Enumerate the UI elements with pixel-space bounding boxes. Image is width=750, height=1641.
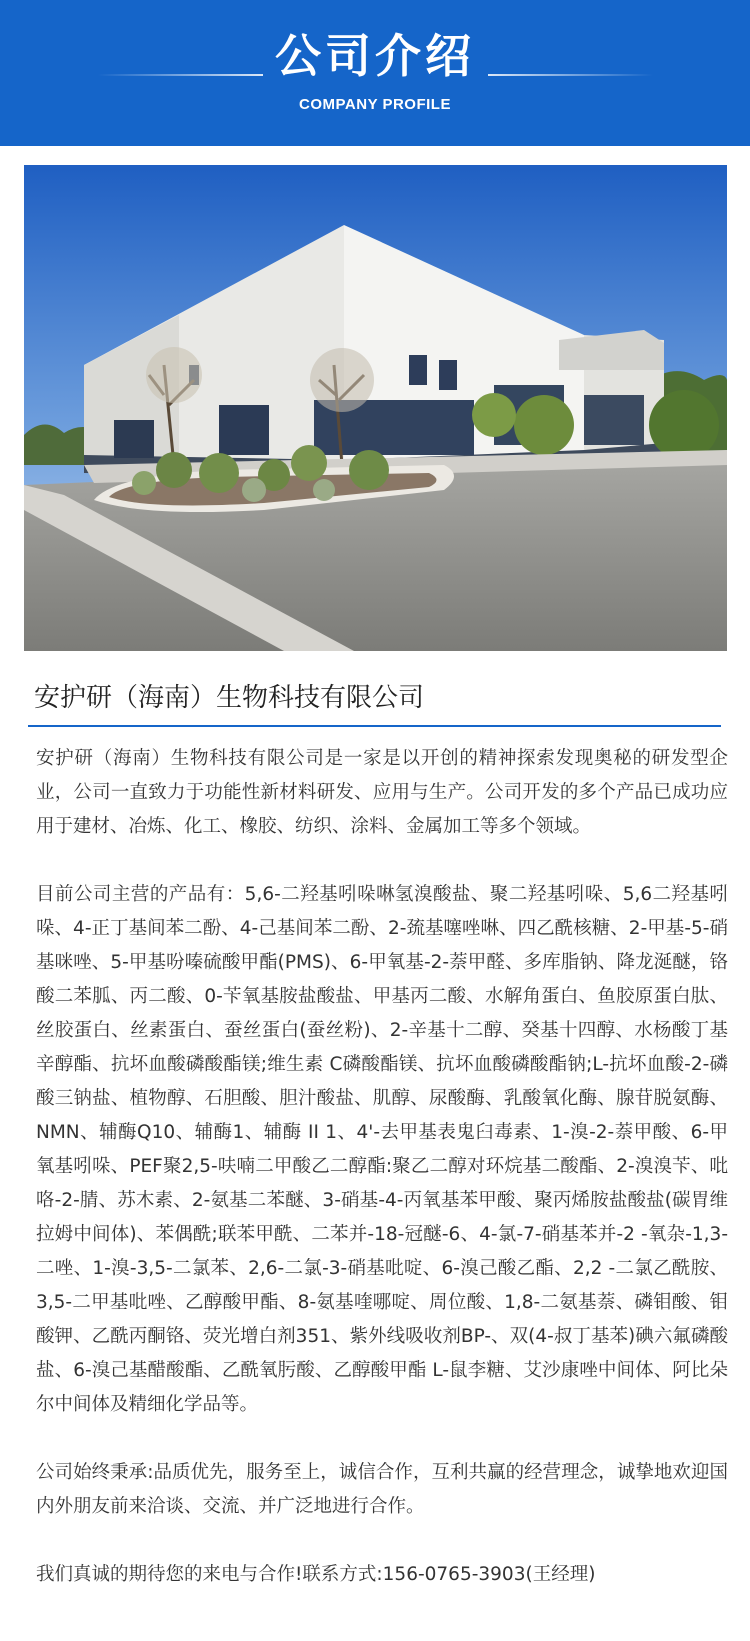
intro-paragraph: 安护研（海南）生物科技有限公司是一家是以开创的精神探索发现奥秘的研发型企业，公司一直致力于功能性新材料研发、应用与生产。公司开发的多个产品已成功应用于建材、冶炼、化工、橡胶、纺织、涂料、金属加工等多个领域。 bbox=[36, 748, 728, 837]
page-header bbox=[0, 0, 750, 146]
company-building-photo bbox=[24, 165, 727, 651]
philosophy-paragraph: 公司始终秉承:品质优先，服务至上，诚信合作，互利共赢的经营理念，诚挚地欢迎国内外朋友前来洽谈、交流、并广泛地进行合作。 bbox=[36, 1462, 728, 1517]
header-divider-right bbox=[488, 74, 653, 76]
header-title: 公司介绍 bbox=[275, 29, 475, 83]
company-description bbox=[36, 742, 728, 1592]
company-name-heading: 安护研（海南）生物科技有限公司 bbox=[34, 683, 425, 713]
header-subtitle: COMPANY PROFILE bbox=[299, 96, 451, 113]
section-divider bbox=[28, 725, 721, 727]
header-divider-left bbox=[98, 74, 263, 76]
products-paragraph: 目前公司主营的产品有：5,6-二羟基吲哚啉氢溴酸盐、聚二羟基吲哚、5,6二羟基吲哚、4-正丁基间苯二酚、4-己基间苯二酚、2-巯基噻唑啉、四乙酰核糖、2-甲基-5-硝基咪唑、5-甲基吩嗪硫酸甲酯(PMS)、6-甲氧基-2-萘甲醛、多库脂钠、降龙涎醚，铬酸二苯胍、丙二酸、0-苄氧基胺盐酸盐、甲基丙二酸、水解角蛋白、鱼胶原蛋白肽、丝胶蛋白、丝素蛋白、蚕丝蛋白(蚕丝粉)、2-辛基十二醇、癸基十四醇、水杨酸丁基辛醇酯、抗坏血酸磷酸酯镁;维生素 C磷酸酯镁、抗坏血酸磷酸酯钠;L-抗坏血酸-2-磷酸三钠盐、植物醇、石胆酸、胆汁酸盐、肌醇、尿酸酶、乳酸氧化酶、腺苷脱氨酶、NMN、辅酶Q10、辅酶1、辅酶 II 1、4'-去甲基表鬼臼毒素、1-溴-2-萘甲酸、6-甲氧基吲哚、PEF聚2,5-呋喃二甲酸乙二醇酯:聚乙二醇对环烷基二酸酯、2-溴溴苄、吡咯-2-腈、苏木素、2-氨基二苯醚、3-硝基-4-丙氧基苯甲酸、聚丙烯胺盐酸盐(碳胃维拉姆中间体)、苯偶酰;联苯甲酰、二苯并-18-冠醚-6、4-氯-7-硝基苯并-2 -氧杂-1,3-二唑、1-溴-3,5-二氯苯、2,6-二氯-3-硝基吡啶、6-溴己酸乙酯、2,2 -二氯乙酰胺、3,5-二甲基吡唑、乙醇酸甲酯、8-氨基喹哪啶、周位酸、1,8-二氨基萘、磷钼酸、钼酸钾、乙酰丙酮铬、荧光增白剂351、紫外线吸收剂BP-、双(4-叔丁基苯)碘六氟磷酸盐、6-溴己基醋酸酯、乙酰氧肟酸、乙醇酸甲酯 L-鼠李糖、艾沙康唑中间体、阿比朵尔中间体及精细化学品等。 bbox=[36, 884, 728, 1415]
contact-paragraph: 我们真诚的期待您的来电与合作!联系方式:156-0765-3903(王经理) bbox=[36, 1564, 596, 1585]
